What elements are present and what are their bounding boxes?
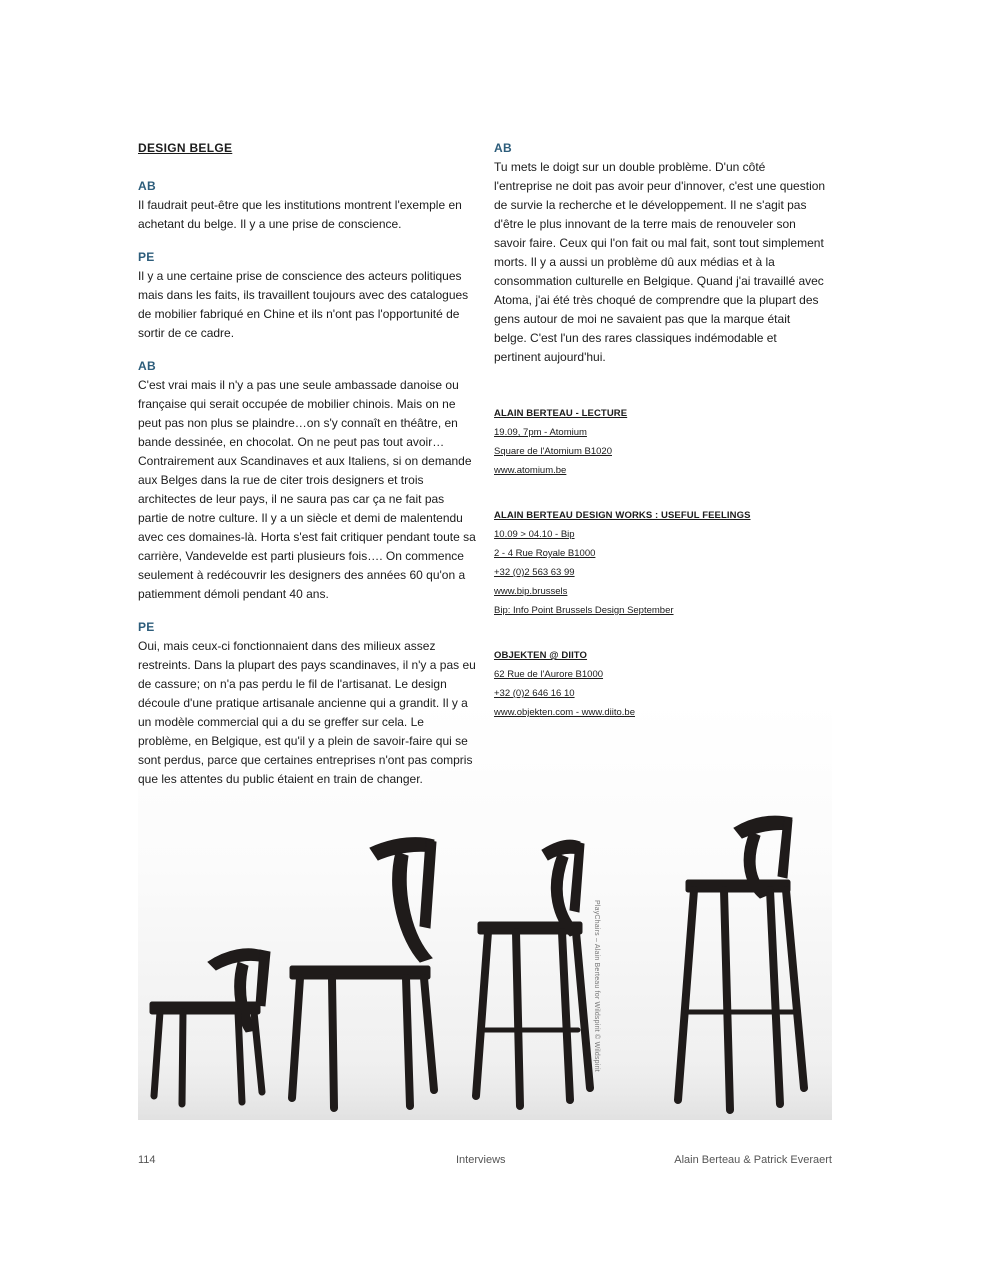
footer-authors: Alain Berteau & Patrick Everaert [674,1154,832,1166]
footer-section: Interviews [456,1154,506,1166]
interview-paragraph: Oui, mais ceux-ci fonctionnaient dans des milieux assez restreints. Dans la plupart des pays scandinaves, il n'y a pas eu de cassure; on n'a pas perdu le fil de l'artisanat. Le design découle d'une pratique artisanale ancienne qui a grandit. Il y a un modèle commercial qui a du se greffer sur cela. Le problème, en Belgique, est qu'il y a plein de savoir-faire qui se sont perdus, parce que certaines entreprises n'ont pas compris que les attentes du public étaient en train de changer. [138,639,476,786]
event-info [494,404,826,722]
speaker-label: AB [138,359,156,373]
info-block-objekten [494,646,826,722]
info-block-lecture [494,404,826,480]
speaker-label: PE [138,250,155,264]
info-line: +32 (0)2 563 63 99 [494,567,575,578]
left-column [138,140,476,804]
photo-credit: PlayChairs – Alain Berteau for Wildspirit © Wildspirit [593,900,600,1072]
speaker-label: PE [138,620,155,634]
info-block-exhibition [494,506,826,620]
interview-paragraph: C'est vrai mais il n'y a pas une seule ambassade danoise ou française qui serait occupée de mobilier chinois. Mais on ne peut pas non plus se plaindre…on s'y connaît en théâtre, en bande dessinée, en chocolat. On ne peut pas tout avoir… Contrairement aux Scandinaves et aux Italiens, si on demande aux Belges dans la rue de citer trois designers et trois architectes de leur pays, il ne saura pas car ça ne fait pas partie de notre culture. Il y a un siècle et demi de malentendu avec ces domaines-là. Horta s'est fait critiquer pendant toute sa carrière, Vandevelde est parti plusieurs fois…. On commence seulement à redécouvrir les designers des années 60 qu'on a patiemment démoli pendant 40 ans. [138,378,476,601]
page-number: 114 [138,1154,156,1166]
interview-paragraph: Tu mets le doigt sur un double problème. D'un côté l'entreprise ne doit pas avoir peur d'innover, c'est une question de survie la recherche et le développement. Il ne s'agit pas d'être le plus innovant de la terre mais de renouveler son savoir faire. Ceux qui l'on fait ou mal fait, sont tout simplement morts. Il y a aussi un problème dû aux médias et à la consommation culturelle en Belgique. Quand j'ai travaillé avec Atoma, j'ai été très choqué de comprendre que la plupart des gens autour de moi ne savaient pas que la marque était belge. C'est l'un des rares classiques indémodable et pertinent aujourd'hui. [494,160,826,364]
info-line: 10.09 > 04.10 - Bip [494,529,575,540]
section-title: DESIGN BELGE [138,141,233,155]
info-line: 62 Rue de l'Aurore B1000 [494,669,604,680]
info-heading: ALAIN BERTEAU - LECTURE [494,408,628,419]
info-heading: OBJEKTEN @ DIITO [494,650,588,661]
info-heading: ALAIN BERTEAU DESIGN WORKS : USEFUL FEELINGS [494,510,751,521]
speaker-label: AB [494,141,512,155]
info-line: Bip: Info Point Brussels Design September [494,605,674,616]
info-link[interactable]: www.bip.brussels [494,586,568,597]
speaker-label: AB [138,179,156,193]
info-line: 19.09, 7pm - Atomium [494,427,587,438]
info-line: Square de l'Atomium B1020 [494,446,612,457]
right-column [494,140,826,382]
info-line: 2 - 4 Rue Royale B1000 [494,548,596,559]
interview-paragraph: Il y a une certaine prise de conscience des acteurs politiques mais dans les faits, ils travaillent toujours avec des catalogues de mobilier fabriqué en Chine et ils n'ont pas l'opportunité de sortir de ce cadre. [138,269,469,340]
info-line: +32 (0)2 646 16 10 [494,688,575,699]
interview-paragraph: Il faudrait peut-être que les institutions montrent l'exemple en achetant du belge. Il y a une prise de conscience. [138,198,462,231]
info-link[interactable]: www.atomium.be [494,465,567,476]
info-link[interactable]: www.objekten.com - www.diito.be [494,707,635,718]
